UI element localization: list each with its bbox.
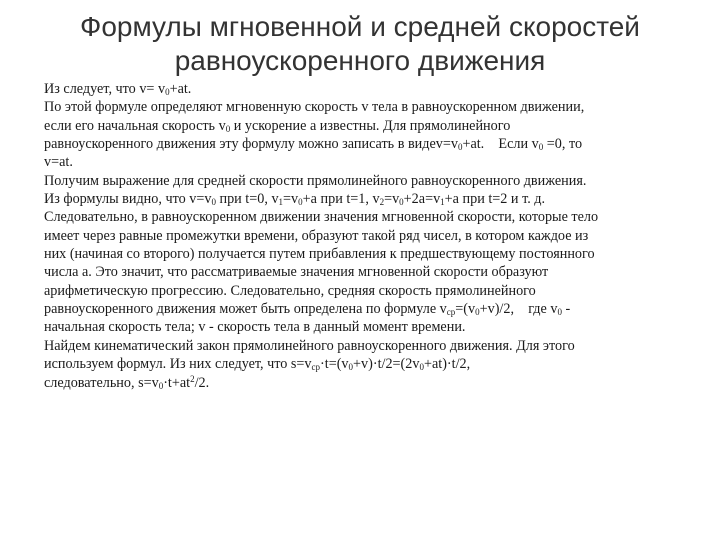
body-line: По этой формуле определяют мгновенную скорость v тела в равноускоренном движении, [44,99,585,116]
slide-body [44,80,680,392]
body-line: арифметическую прогрессию. Следовательно, средняя скорость прямолинейного [44,282,536,299]
body-line: Найдем кинематический закон прямолинейного равноускоренного движения. Для этого [44,337,575,354]
body-line: начальная скорость тела; v - скорость тела в данный момент времени. [44,319,466,336]
body-line: равноускоренного движения может быть определена по формуле $v_{ср}=(v_0+v)/2$, где $v_0$ - [44,301,571,318]
body-line: Из следует, что $v= v_0+at$. [44,81,192,97]
body-line: следовательно, $s=v_0\cdot t+at^2/2$. [44,373,210,391]
body-line: них (начиная со второго) получается путем прибавления к предшествующему постоянного [44,246,595,263]
body-line: числа a. Это значит, что рассматриваемые значения мгновенной скорости образуют [44,264,549,281]
body-line: используем формул. Из них следует, что $s=v_{ср}\cdot t=(v_0+v)\cdot t/2=(2v_0+at)\cdot t/2$, [44,356,471,373]
title-line-2: равноускоренного движения [174,45,546,76]
slide-title [40,10,680,78]
body-line: равноускоренного движения эту формулу можно записать в $видеv=v_0+at$. Если $v_0 =0$, то [44,136,583,153]
title-line-1: Формулы мгновенной и средней скоростей [80,11,640,42]
body-line: Получим выражение для средней скорости прямолинейного равноускоренного движения. [44,172,587,189]
body-line: имеет через равные промежутки времени, образуют такой ряд чисел, в котором каждое из [44,227,589,244]
body-line: Из формулы видно, что $v=v_0$ при t=0, $v_1=v_0+a$ при t=1, $v_2=v_0+2a=v_1+a$ при t=2 и т. д. [44,191,546,208]
body-line: если его начальная скорость $v_0$ и ускорение a известны. Для прямолинейного [44,117,511,134]
body-line: v=at. [44,154,73,171]
body-line: Следовательно, в равноускоренном движении значения мгновенной скорости, которые тело [44,209,599,226]
